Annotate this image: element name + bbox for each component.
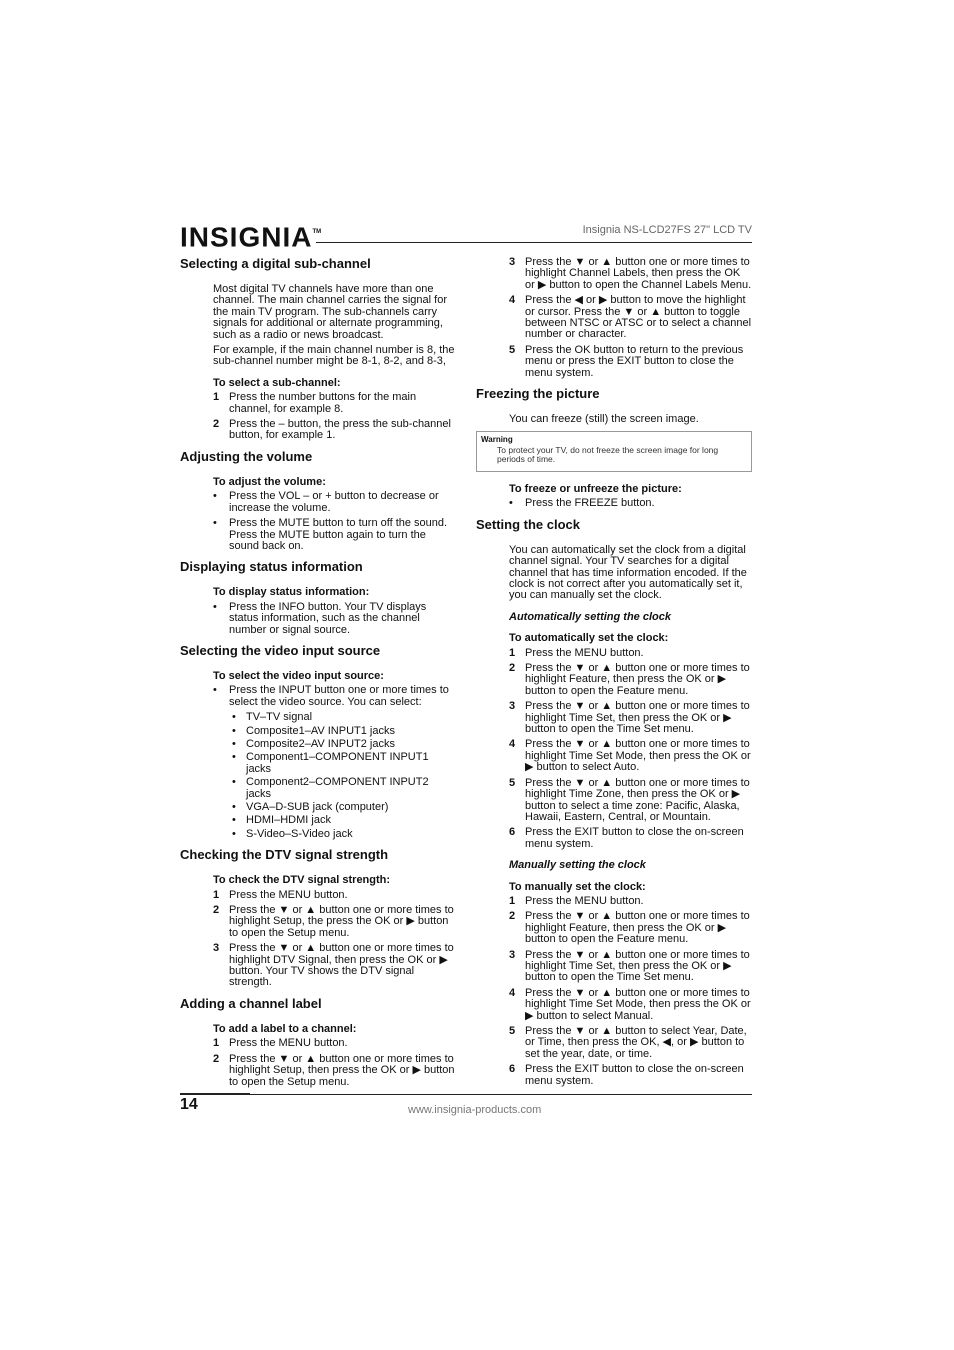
step-item: 2 Press the ▼ or ▲ button one or more times to highlight Setup, then press the OK or ▶ button to open the Setup menu. xyxy=(213,1052,455,1088)
step-item: 2 Press the ▼ or ▲ button one or more times to highlight Setup, the press the OK or ▶ button to open the Setup menu. xyxy=(213,904,454,939)
bullet-item: • Press the INPUT button one or more times to select the video source. You can select: xyxy=(180,685,455,708)
step-item: 1 Press the number buttons for the main channel, for example 8. xyxy=(213,391,417,415)
procedure-heading: To manually set the clock: xyxy=(509,880,646,893)
step-item: 5 Press the ▼ or ▲ button one or more times to highlight Time Zone, then press the OK or ▶ button to select a time zone: Pacific, Alaska, Hawaii, Eastern, Central, or Mountain. xyxy=(509,776,750,823)
step-item: 2 Press the ▼ or ▲ button one or more times to highlight Feature, then press the OK or ▶ button to open the Feature menu. xyxy=(509,662,750,697)
page-number: 14 xyxy=(180,1096,198,1113)
step-item: 2 Press the – button, the press the sub-channel button, for example 1. xyxy=(213,418,451,442)
section-title: Displaying status information xyxy=(180,559,363,575)
source-item: • HDMI–HDMI jack xyxy=(180,815,455,826)
step-item: 3 Press the ▼ or ▲ button one or more times to highlight Time Set, then press the OK or ▶ button to open the Time Set menu. xyxy=(509,700,750,736)
bullet-item: • Press the INFO button. Your TV displays status information, such as the channel number or signal source. xyxy=(180,602,455,636)
section-title: Selecting the video input source xyxy=(180,642,381,658)
section-title: Freezing the picture xyxy=(476,386,600,402)
subsection-title: Automatically setting the clock xyxy=(509,610,671,623)
warning-text: To protect your TV, do not freeze the screen image for long periods of time. xyxy=(497,444,719,465)
paragraph: For example, if the main channel number is 8, the sub-channel number might be 8-1, 8-2, and 8-3, xyxy=(213,344,455,368)
step-item: 3 Press the ▼ or ▲ button one or more times to highlight Time Set, then press the OK or ▶ button to open the Time Set menu. xyxy=(509,948,750,984)
source-item: • Component1–COMPONENT INPUT1 jacks xyxy=(180,752,455,775)
footer-rule xyxy=(180,1094,752,1095)
paragraph: You can automatically set the clock from a digital channel signal. Your TV searches for a digital channel that has time information encoded. If the clock is not correct after you automatically set it, you can manually set the clock. xyxy=(509,543,747,602)
source-list xyxy=(180,712,455,840)
section-title: Adding a channel label xyxy=(180,995,322,1011)
step-item: 1 Press the MENU button. xyxy=(213,888,348,901)
procedure-heading: To freeze or unfreeze the picture: xyxy=(509,482,682,495)
warning-label: Warning xyxy=(481,435,513,445)
header-title: Insignia NS-LCD27FS 27" LCD TV xyxy=(582,224,752,236)
section-title: Checking the DTV signal strength xyxy=(180,847,389,863)
left-column xyxy=(180,257,455,1092)
section-title: Setting the clock xyxy=(476,516,581,532)
section-title: Selecting a digital sub-channel xyxy=(180,256,371,271)
bullet-item: • Press the MUTE button to turn off the sound. Press the MUTE button again to turn the sound back on. xyxy=(180,518,455,552)
section-title: Adjusting the volume xyxy=(180,448,313,464)
step-item: 1 Press the MENU button. xyxy=(213,1037,348,1050)
step-item: 2 Press the ▼ or ▲ button one or more times to highlight Feature, then press the OK or ▶ button to open the Feature menu. xyxy=(509,910,750,946)
bullet-item: • Press the VOL – or + button to decrease or increase the volume. xyxy=(180,491,455,514)
step-item: 4 Press the ▼ or ▲ button one or more times to highlight Time Set Mode, then press the OK or ▶ button to select Manual. xyxy=(509,986,751,1022)
step-item: 5 Press the ▼ or ▲ button to select Year, Date, or Time, then press the OK, ◀, or ▶ button to set the year, date, or time. xyxy=(509,1025,747,1060)
procedure-heading: To select the video input source: xyxy=(213,669,384,682)
procedure-heading: To check the DTV signal strength: xyxy=(213,874,391,887)
source-item: • VGA–D-SUB jack (computer) xyxy=(180,802,455,813)
procedure-heading: To adjust the volume: xyxy=(213,475,326,488)
subsection-title: Manually setting the clock xyxy=(509,859,646,872)
step-item: 5 Press the OK button to return to the previous menu or press the EXIT button to close the menu system. xyxy=(509,343,744,379)
step-item: 1 Press the MENU button. xyxy=(509,894,644,907)
step-item: 3 Press the ▼ or ▲ button one or more times to highlight Channel Labels, then press the OK or ▶ button to open the Channel Labels Menu. xyxy=(509,256,752,291)
right-column xyxy=(476,257,752,1091)
bullet-item: • Press the FREEZE button. xyxy=(476,498,752,509)
paragraph: Most digital TV channels have more than one channel. The main channel carries the signal for the main TV program. The sub-channels carry signals for additional or alternate programming, such as a radio or news broadcast. xyxy=(213,283,447,341)
step-item: 4 Press the ◀ or ▶ button to move the highlight or cursor. Press the ▼ or ▲ button to toggle between NTSC or ATSC or to select a channel number or character. xyxy=(509,294,752,341)
procedure-heading: To add a label to a channel: xyxy=(213,1022,357,1035)
source-item: • Component2–COMPONENT INPUT2 jacks xyxy=(180,777,455,800)
step-item: 3 Press the ▼ or ▲ button one or more times to highlight DTV Signal, then press the OK or ▶ button. Your TV shows the DTV signal strength. xyxy=(213,942,454,989)
source-item: • Composite2–AV INPUT2 jacks xyxy=(180,739,455,750)
step-item: 1 Press the MENU button. xyxy=(509,646,644,659)
warning-box xyxy=(476,431,752,472)
insignia-logo: INSIGNIA™ xyxy=(180,221,322,253)
source-item: • TV–TV signal xyxy=(180,712,455,723)
source-item: • Composite1–AV INPUT1 jacks xyxy=(180,726,455,737)
step-item: 4 Press the ▼ or ▲ button one or more times to highlight Time Set Mode, then press the OK or ▶ button to select Auto. xyxy=(509,738,751,774)
header-rule xyxy=(316,242,752,243)
procedure-heading: To automatically set the clock: xyxy=(509,632,669,645)
source-item: • S-Video–S-Video jack xyxy=(180,829,455,840)
procedure-heading: To select a sub-channel: xyxy=(213,376,341,389)
paragraph: You can freeze (still) the screen image. xyxy=(509,413,699,426)
footer-url: www.insignia-products.com xyxy=(408,1104,542,1116)
procedure-heading: To display status information: xyxy=(213,586,370,599)
step-item: 6 Press the EXIT button to close the on-screen menu system. xyxy=(509,1063,744,1087)
step-item: 6 Press the EXIT button to close the on-screen menu system. xyxy=(509,826,744,850)
